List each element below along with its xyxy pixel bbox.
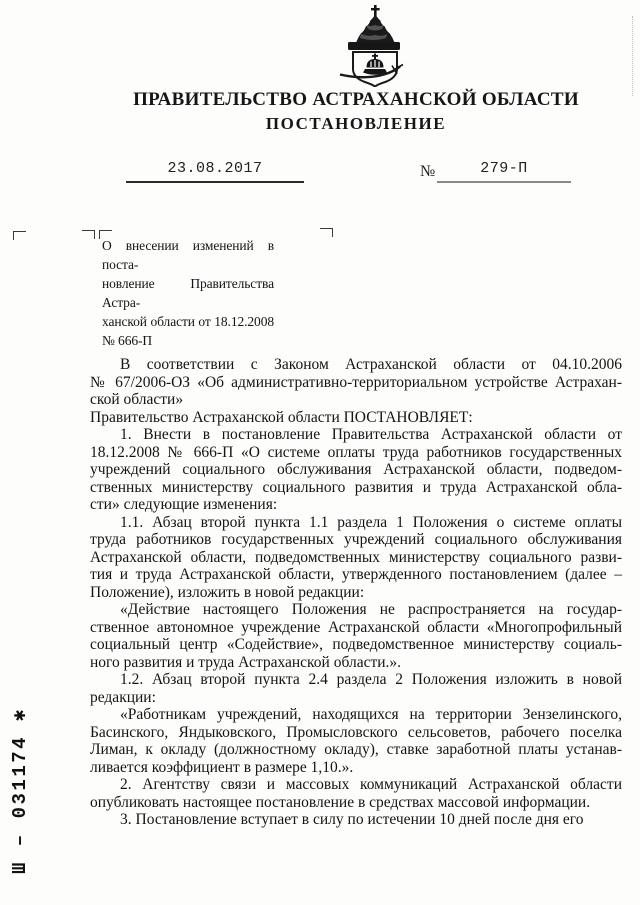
- body-line: Басинского, Яндыковского, Промысловского сельсоветов, рабочего поселка: [90, 723, 622, 741]
- corner-mark-top-right: [320, 228, 333, 237]
- subject-line: № 666-П: [102, 333, 153, 348]
- body-line: Астраханской области, подведомственных министерству социального разви-: [90, 548, 622, 566]
- body-line: Лиман, к окладу (должностному окладу), ставке заработной платы устанав-: [90, 741, 622, 758]
- body-text: [90, 356, 622, 829]
- body-line: 1. Внести в постановление Правительства Астраханской области от: [120, 426, 622, 443]
- body-line: сти» следующие изменения:: [90, 496, 278, 513]
- body-line: «Работникам учреждений, находящихся на территории Зензелинского,: [120, 706, 622, 723]
- body-line: ственное автономное учреждение Астраханской области «Многопрофильный: [90, 618, 622, 636]
- body-line: ливается коэффициент в размере 1,10.».: [90, 758, 354, 776]
- org-name: ПРАВИТЕЛЬСТВО АСТРАХАНСКОЙ ОБЛАСТИ: [133, 89, 579, 110]
- crown-cross-bar: [371, 8, 380, 10]
- body-line: опубликовать настоящее постановление в средствах массовой информации.: [90, 793, 591, 811]
- subject-line: ханской области от 18.12.2008: [102, 314, 274, 329]
- body-line: тия и труда Астраханской области, утвержденного постановлением (далее –: [90, 566, 622, 583]
- doc-type-title: ПОСТАНОВЛЕНИЕ: [265, 114, 447, 133]
- body-line: ственных министерству социального развития и труда Астраханской обла-: [90, 478, 622, 496]
- body-line: труда работников государственных учреждений социального обслуживания: [90, 531, 622, 548]
- body-line: 1.1. Абзац второй пункта 1.1 раздела 1 Положения о системе оплаты: [120, 513, 622, 531]
- crown-band: [348, 42, 400, 50]
- subject-line: О внесении изменений в поста-: [102, 238, 274, 272]
- body-line: редакции:: [90, 688, 156, 706]
- registration-stamp: Ш – 031174 ✱: [9, 707, 31, 874]
- body-line: № 67/2006-ОЗ «Об административно-территориальном устройстве Астрахан-: [90, 373, 622, 391]
- body-line: Положение), изложить в новой редакции:: [90, 583, 365, 601]
- astrakhan-coat-of-arms-icon: [336, 3, 408, 87]
- body-line: социальный центр «Содействие», подведомственное министерству социаль-: [90, 636, 622, 653]
- body-line: ного развития и труда Астраханской области.».: [90, 653, 402, 671]
- body-line: 3. Постановление вступает в силу по истечении 10 дней после дня его: [120, 811, 584, 828]
- corner-mark-top-left: [13, 231, 26, 240]
- body-line: Правительство Астраханской области ПОСТАНОВЛЯЕТ:: [90, 408, 473, 426]
- subject-block: [102, 236, 274, 350]
- body-line: 2. Агентству связи и массовых коммуникаций Астраханской области: [120, 776, 622, 793]
- body-line: учреждений социального обслуживания Астраханской области, подведом-: [90, 461, 622, 478]
- body-line: 18.12.2008 № 666-П «О системе оплаты труда работников государственных: [90, 443, 622, 461]
- corner-mark-inner-right: [82, 230, 95, 239]
- body-line: «Действие настоящего Положения не распространяется на государ-: [120, 601, 622, 618]
- body-line: 1.2. Абзац второй пункта 2.4 раздела 2 Положения изложить в новой: [120, 671, 622, 688]
- body-line: В соответствии с Законом Астраханской области от 04.10.2006: [120, 356, 622, 373]
- body-line: ской области»: [90, 391, 184, 408]
- date-field: 23.08.2017: [126, 160, 304, 183]
- number-field: 279-П: [437, 160, 571, 183]
- number-sign: №: [420, 163, 436, 180]
- subject-line: новление Правительства Астра-: [102, 276, 274, 310]
- scan-artifact: [632, 16, 633, 96]
- inner-crown-cross-bar: [372, 55, 378, 57]
